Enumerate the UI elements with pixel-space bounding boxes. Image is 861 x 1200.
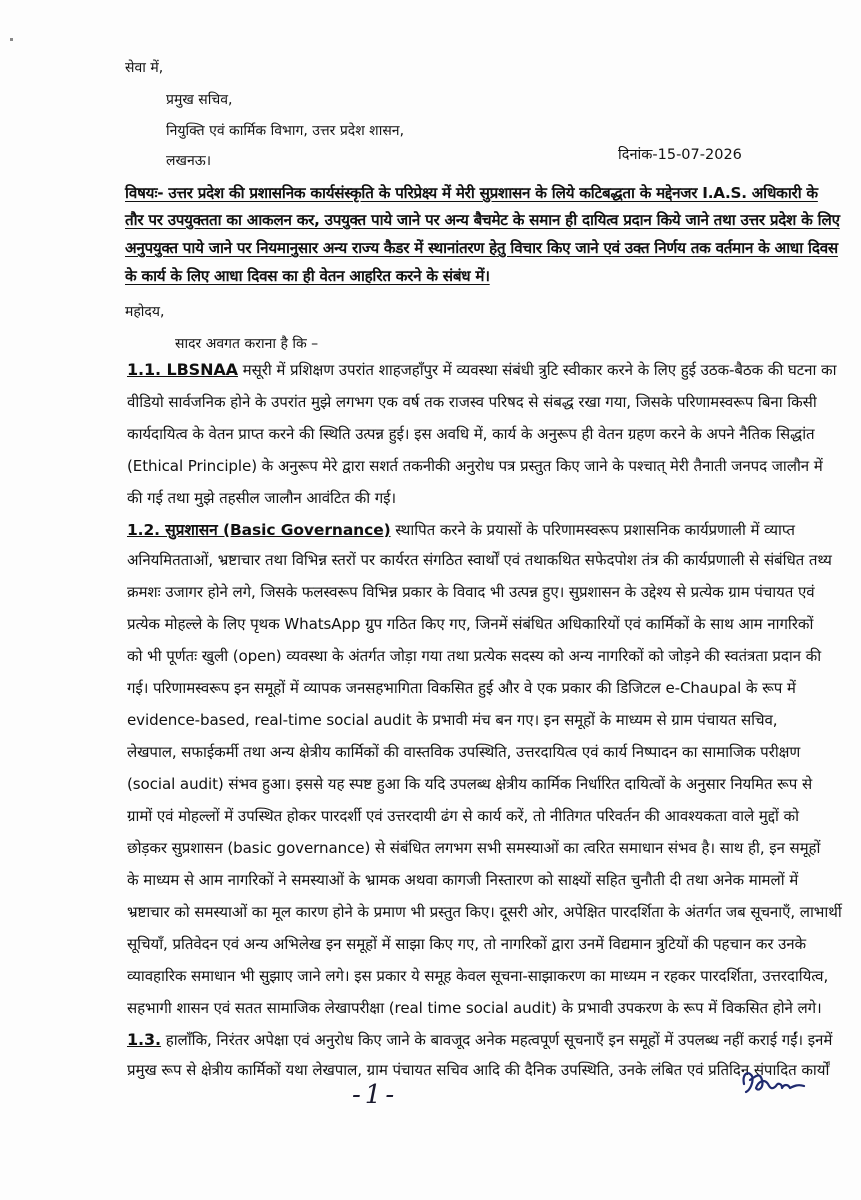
para2-line-5: को भी पूर्णतः खुली (open) व्यवस्था के अंतर्गत जोड़ा गया तथा प्रत्येक सदस्य को अन्य नागरिकों को जोड़ने की स्वतंत्रता प्रदान की — [127, 647, 822, 665]
date: दिनांक-15-07-2026 — [618, 147, 742, 163]
para2-line-12: के माध्यम से आम नागरिकों ने समस्याओं के भ्रामक अथवा कागजी निस्तारण को साक्ष्यों सहित चुनौती दी तथा अनेक मामलों में — [127, 871, 799, 889]
para2-line-2: अनियमितताओं, भ्रष्टाचार तथा विभिन्न स्तरों पर कार्यरत संगठित स्वार्थों एवं तथाकथित सफेदपोश तंत्र की कार्यप्रणाली से संबंधित तथ्य — [127, 551, 832, 569]
para3-text: हालाँकि, निरंतर अपेक्षा एवं अनुरोध किए जाने के बावजूद अनेक महत्वपूर्ण सूचनाएँ इन समूहों में उपलब्ध नहीं कराई गईं। इनमें — [161, 1031, 833, 1049]
para2-line-3: क्रमशः उजागर होने लगे, जिसके फलस्वरूप विभिन्न प्रकार के विवाद भी उत्पन्न हुए। सुप्रशासन के उद्देश्य से प्रत्येक ग्राम पंचायत एवं — [127, 583, 815, 601]
para3-line-1 — [127, 1030, 832, 1050]
para1-line-2: वीडियो सार्वजनिक होने के उपरांत मुझे लगभग एक वर्ष तक राजस्व परिषद से संबद्ध रखा गया, जिसके परिणामस्वरूप बिना किसी — [127, 393, 817, 411]
para2-line-16: सहभागी शासन एवं सतत सामाजिक लेखापरीक्षा (real time social audit) के प्रभावी उपकरण के रूप में विकसित होने लगे। — [127, 999, 822, 1017]
para1-text: मसूरी में प्रशिक्षण उपरांत शाहजहाँपुर में व्यवस्था संबंधी त्रुटि स्वीकार करने के लिए हुई उठक-बैठक की घटना का — [237, 361, 837, 379]
para1-line-3: कार्यदायित्व के वेतन प्राप्त करने की स्थिति उत्पन्न हुई। इस अवधि में, कार्य के अनुरूप ही वेतन ग्रहण करने के अपने नैतिक सिद्धांत — [127, 425, 815, 443]
para2-line-15: व्यावहारिक समाधान भी सुझाए जाने लगे। इस प्रकार ये समूह केवल सूचना-साझाकरण का माध्यम न रहकर पारदर्शिता, उत्तरदायित्व, — [127, 967, 829, 985]
para2-line-4: प्रत्येक मोहल्ले के लिए पृथक WhatsApp ग्रुप गठित किए गए, जिनमें संबंधित अधिकारियों एवं कार्मिकों के साथ आम नागरिकों — [127, 615, 814, 633]
subject-line-4: के कार्य के लिए आधा दिवस का ही वेतन आहरित करने के संबंध में। — [125, 267, 490, 285]
para1-line-1 — [127, 360, 836, 380]
opening-line: सादर अवगत कराना है कि – — [175, 336, 319, 352]
para2-line-6: गई। परिणामस्वरूप इन समूहों में व्यापक जनसहभागिता विकसित हुई और वे एक प्रकार की डिजिटल e-Chaupal के रूप में — [127, 679, 796, 697]
subject-line-3: अनुपयुक्त पाये जाने पर नियमानुसार अन्य राज्य कैडर में स्थानांतरण हेतु विचार किए जाने एवं उक्त निर्णय तक वर्तमान के आधा दिवस — [125, 239, 838, 257]
subject-line-1: विषयः- उत्तर प्रदेश की प्रशासनिक कार्यसंस्कृति के परिप्रेक्ष्य में मेरी सुप्रशासन के लिये कटिबद्धता के मद्देनजर I.A.S. अधिकारी के — [125, 184, 818, 202]
para2-line-1 — [127, 518, 795, 540]
para2-line-7: evidence-based, real-time social audit के प्रभावी मंच बन गए। इन समूहों के माध्यम से ग्राम पंचायत सचिव, — [127, 711, 778, 729]
para1-label: 1.1. LBSNAA — [127, 360, 238, 379]
addressee-line-3: लखनऊ। — [166, 153, 212, 169]
greeting: महोदय, — [125, 304, 165, 320]
para3-label: 1.3. — [127, 1030, 162, 1049]
signature — [738, 1062, 808, 1102]
para1-line-4: (Ethical Principle) के अनुरूप मेरे द्वारा सशर्त तकनीकी अनुरोध पत्र प्रस्तुत किए जाने के पश्चात् मेरी तैनाती जनपद जालौन में — [127, 457, 823, 475]
para2-text: स्थापित करने के प्रयासों के परिणामस्वरूप प्रशासनिक कार्यप्रणाली में व्याप्त — [390, 521, 795, 539]
para2-label: 1.2. सुप्रशासन (Basic Governance) — [127, 521, 391, 539]
subject-line-2: तौर पर उपयुक्तता का आकलन कर, उपयुक्त पाये जाने पर अन्य बैचमेट के समान ही दायित्व प्रदान किये जाने तथा उत्तर प्रदेश के लिए — [125, 211, 840, 229]
corner-mark — [10, 38, 13, 41]
para1-line-5: की गई तथा मुझे तहसील जालौन आवंटित की गई। — [127, 489, 397, 507]
salutation-to: सेवा में, — [125, 60, 164, 76]
addressee-line-1: प्रमुख सचिव, — [166, 92, 233, 108]
addressee-line-2: नियुक्ति एवं कार्मिक विभाग, उत्तर प्रदेश शासन, — [166, 123, 405, 139]
page-number: -1- — [352, 1080, 399, 1110]
para2-line-11: छोड़कर सुप्रशासन (basic governance) से संबंधित लगभग सभी समस्याओं का त्वरित समाधान संभव है। साथ ही, इन समूहों — [127, 839, 821, 857]
para2-line-10: ग्रामों एवं मोहल्लों में उपस्थित होकर पारदर्शी एवं उत्तरदायी ढंग से कार्य करें, तो नीतिगत परिवर्तन की आवश्यकता वाले मुद्दों को — [127, 807, 799, 825]
para3-line-2: प्रमुख रूप से क्षेत्रीय कार्मिकों यथा लेखपाल, ग्राम पंचायत सचिव आदि की दैनिक उपस्थिति, उनके लंबित एवं प्रतिदिन संपादित कार्यों — [127, 1061, 830, 1079]
para2-line-14: सूचियाँ, प्रतिवेदन एवं अन्य अभिलेख इन समूहों में साझा किए गए, तो नागरिकों द्वारा उनमें विद्यमान त्रुटियों की पहचान कर उनके — [127, 935, 807, 953]
para2-line-9: (social audit) संभव हुआ। इससे यह स्पष्ट हुआ कि यदि उपलब्ध क्षेत्रीय कार्मिक निर्धारित दायित्वों के अनुसार नियमित रूप से — [127, 775, 813, 793]
para2-line-13: भ्रष्टाचार को समस्याओं का मूल कारण होने के प्रमाण भी प्रस्तुत किए। दूसरी ओर, अपेक्षित पारदर्शिता के अंतर्गत जब सूचनाएँ, लाभार्थी — [127, 903, 842, 921]
para2-line-8: लेखपाल, सफाईकर्मी तथा अन्य क्षेत्रीय कार्मिकों की वास्तविक उपस्थिति, उत्तरदायित्व एवं कार्य निष्पादन का सामाजिक परीक्षण — [127, 743, 801, 761]
